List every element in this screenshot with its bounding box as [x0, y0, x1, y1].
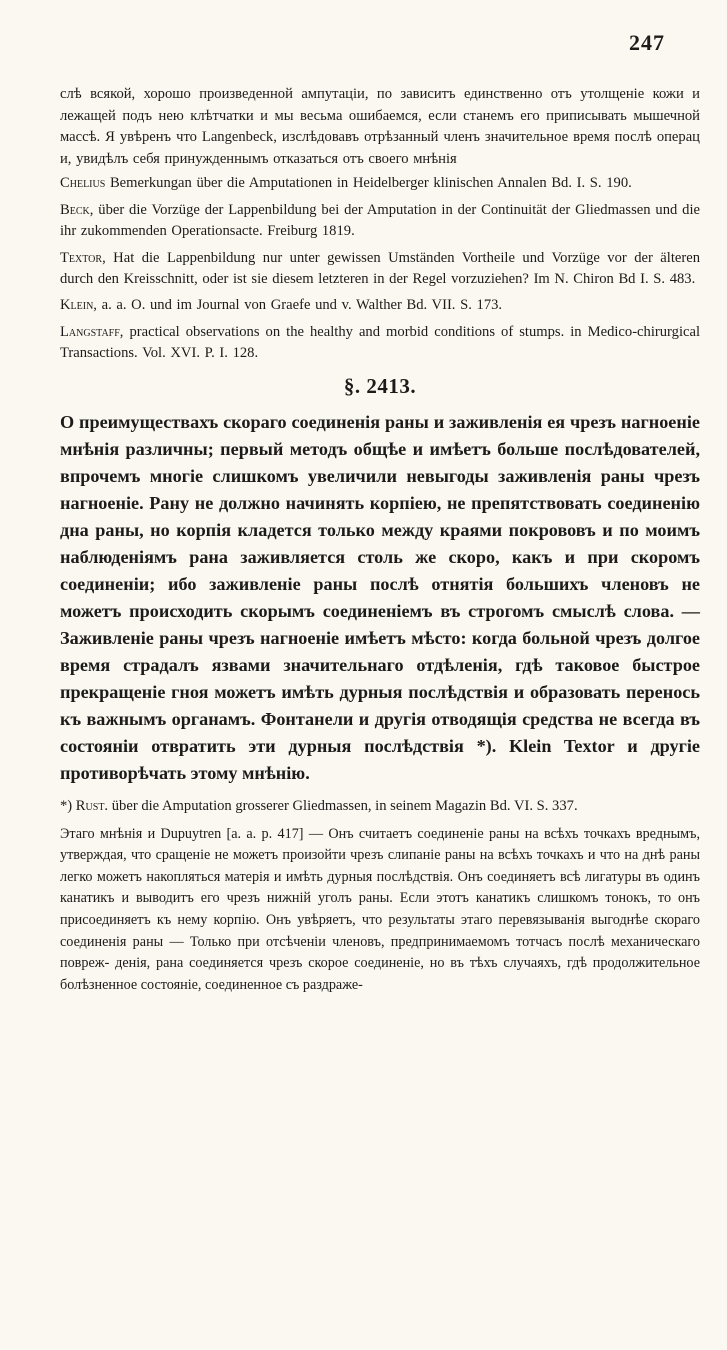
reference-klein [60, 295, 700, 316]
reference-author: Chelius [60, 175, 106, 192]
section-main-paragraph: О преимуществахъ скораго соединенія раны и заживленія ея чрезъ нагноеніе мнѣнія различны; первый методъ общѣе и имѣетъ больше послѣдователей, впрочемъ многіе слишкомъ увеличили невыгоды заживленія раны чрезъ нагноеніе. Рану не должно начинять корпіею, не препятствовать соединенію дна раны, но корпія кладется только между краями покрововъ и по моимъ наблюденіямъ рана заживляется столь же скоро, какъ и при скоромъ соединеніи; ибо заживленіе раны послѣ отнятія большихъ членовъ не можетъ происходить скорымъ соединеніемъ въ строгомъ смыслѣ слова. — Заживленіе раны чрезъ нагноеніе имѣетъ мѣсто: когда больной чрезъ долгое время страдалъ язвами значительнаго отдѣленія, гдѣ таковое быстрое прекращеніе гноя можетъ имѣть дурныя послѣдствія и образовать перенось къ важнымъ органамъ. Фонтанели и другія отводящія средства не всегда въ состояніи отвратить эти дурныя послѣдствія *). Klein Textor и другіе противорѣчать этому мнѣнію. [60, 411, 700, 784]
section-heading: §. 2413. [343, 373, 417, 398]
reference-text: über die Vorzüge der Lappenbildung bei der Amputation in der Continuität der Gliedmassen und die ihr zukommenden Operationsacte. Freiburg 1819. [60, 201, 700, 240]
footnote-text: über die Amputation grosserer Gliedmassen, in seinem Magazin Bd. VI. S. 337. [111, 798, 578, 815]
reference-beck [60, 200, 700, 243]
reference-author: Langstaff, [60, 323, 124, 340]
closing-paragraph: Этаго мнѣнія и Dupuytren [a. a. p. 417] — Онъ считаетъ соединеніе раны на всѣхъ точкахъ вреднымъ, утверждая, что сращеніе не можетъ произойти чрезъ слипаніе раны на всѣхъ точкахъ и что на днѣ раны легко можетъ накопляться матерія и имѣть дурныя послѣдствія. Онъ соединяетъ всѣ лигатуры въ одинъ канатикъ и выводитъ его чрезъ нижній уголъ раны. Если этотъ канатикъ слишкомъ тонокъ, то онъ присоединяетъ къ нему корпію. Онъ увѣряетъ, что результаты этаго перевязыванія выгоднѣе скораго соединенія раны — Только при отсѣченіи членовъ, предпринимаемомъ тотчасъ послѣ механическаго повреж- денія, рана соединяется чрезъ скорое соединеніе, но въ тѣхъ случаяхъ, гдѣ продолжительное болѣзненное состояніе, соединенное съ раздраже- [60, 825, 700, 993]
page-number: 247 [629, 30, 665, 55]
footnote [60, 796, 700, 817]
text-column [60, 84, 700, 996]
continued-paragraph: слѣ всякой, хорошо произведенной ампутаціи, по зависитъ единственно отъ утолщеніе кожи и лежащей подъ нею клѣтчатки и мы весьма ошибаемся, если станемъ его приписывать мышечной массѣ. Я увѣренъ что Langenbeck, изслѣдовавъ отрѣзанный членъ значительное время послѣ операц и, увидѣлъ себя принужденнымъ отказаться отъ своего мнѣнія [60, 86, 700, 167]
reference-langstaff [60, 322, 700, 365]
reference-text: Hat die Lappenbildung nur unter gewissen Umständen Vortheile und Vorzüge vor der älteren durch den Kreisschnitt, oder ist sie diesem letzteren in der Regel vorzuziehen? Im N. Chiron Bd I. S. 483. [60, 249, 700, 287]
reference-text: practical observations on the healthy and morbid conditions of stumps. in Medico-chirurgical Transactions. Vol. XVI. P. I. 128. [60, 323, 701, 362]
reference-author: Textor, [60, 249, 106, 266]
footnote-marker: *) Rust. [60, 798, 109, 815]
reference-author: Klein, [60, 297, 97, 314]
reference-chelius [60, 173, 700, 194]
reference-text: a. a. O. und im Journal von Graefe und v. Walther Bd. VII. S. 173. [101, 297, 503, 314]
reference-textor [60, 248, 700, 291]
reference-author: Beck, [60, 201, 94, 218]
reference-text: Bemerkungan über die Amputationen in Heidelberger klinischen Annalen Bd. I. S. 190. [109, 175, 632, 192]
